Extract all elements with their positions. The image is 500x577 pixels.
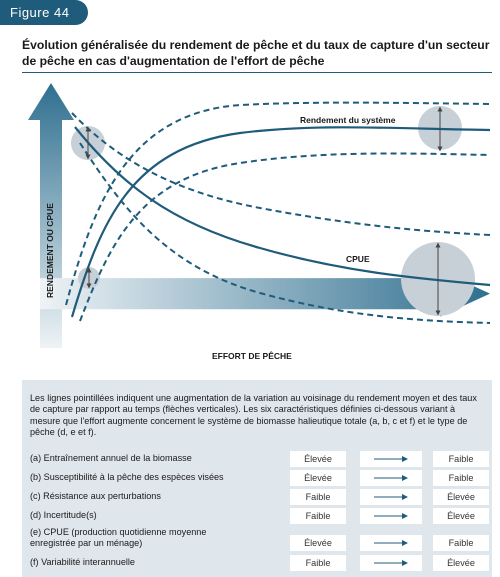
table-row xyxy=(30,489,490,505)
end-value: Élevée xyxy=(433,489,489,505)
start-value: Faible xyxy=(290,489,346,505)
row-label: (e) CPUE (production quotidienne moyenne enregistrée par un ménage) xyxy=(30,527,207,548)
figure-label: Figure 44 xyxy=(0,0,88,25)
right-arrow-icon xyxy=(373,455,409,463)
right-arrow-icon xyxy=(373,512,409,520)
start-value: Faible xyxy=(290,555,346,571)
end-value: Élevée xyxy=(433,508,489,524)
end-value: Élevée xyxy=(433,555,489,571)
curve-label-cpue: CPUE xyxy=(346,254,370,264)
trend-arrow xyxy=(360,470,422,486)
trend-arrow xyxy=(360,508,422,524)
table-row xyxy=(30,508,490,524)
start-value: Élevée xyxy=(290,470,346,486)
x-axis-label: EFFORT DE PÊCHE xyxy=(212,351,292,361)
trend-arrow xyxy=(360,489,422,505)
row-label: (d) Incertitude(s) xyxy=(30,510,97,520)
trend-arrow xyxy=(360,555,422,571)
start-value: Élevée xyxy=(290,451,346,467)
end-value: Faible xyxy=(433,451,489,467)
row-label: (f) Variabilité interannuelle xyxy=(30,557,135,567)
table-row xyxy=(30,555,490,571)
end-value: Faible xyxy=(433,470,489,486)
row-label: (b) Susceptibilité à la pêche des espèces visées xyxy=(30,472,224,482)
table-row xyxy=(30,451,490,467)
table-row xyxy=(30,470,490,486)
start-value: Faible xyxy=(290,508,346,524)
right-arrow-icon xyxy=(373,559,409,567)
figure-note: Les lignes pointillées indiquent une augmentation de la variation au voisinage du rendement moyen et des taux de capture par rapport au temps (flèches verticales). Les six caractéristiques définies ci-dessous variant à mesure que l'effort augmente concernent le système de biomasse halieutique totale (a, b, c et f) et le type de pêche (d, e et f). xyxy=(30,393,477,437)
row-label: (a) Entraînement annuel de la biomasse xyxy=(30,453,192,463)
table-row xyxy=(30,527,490,548)
figure-title: Évolution généralisée du rendement de pêche et du taux de capture d'un secteur de pêche en cas d'augmentation de l'effort de pêche xyxy=(22,38,490,68)
trend-arrow xyxy=(360,451,422,467)
trend-arrow xyxy=(360,535,422,551)
start-value: Élevée xyxy=(290,535,346,551)
right-arrow-icon xyxy=(373,539,409,547)
end-value: Faible xyxy=(433,535,489,551)
right-arrow-icon xyxy=(373,493,409,501)
curve-label-rendement: Rendement du système xyxy=(300,115,396,125)
row-label: (c) Résistance aux perturbations xyxy=(30,491,161,501)
y-axis-label: RENDEMENT OU CPUE xyxy=(45,203,55,298)
right-arrow-icon xyxy=(373,474,409,482)
